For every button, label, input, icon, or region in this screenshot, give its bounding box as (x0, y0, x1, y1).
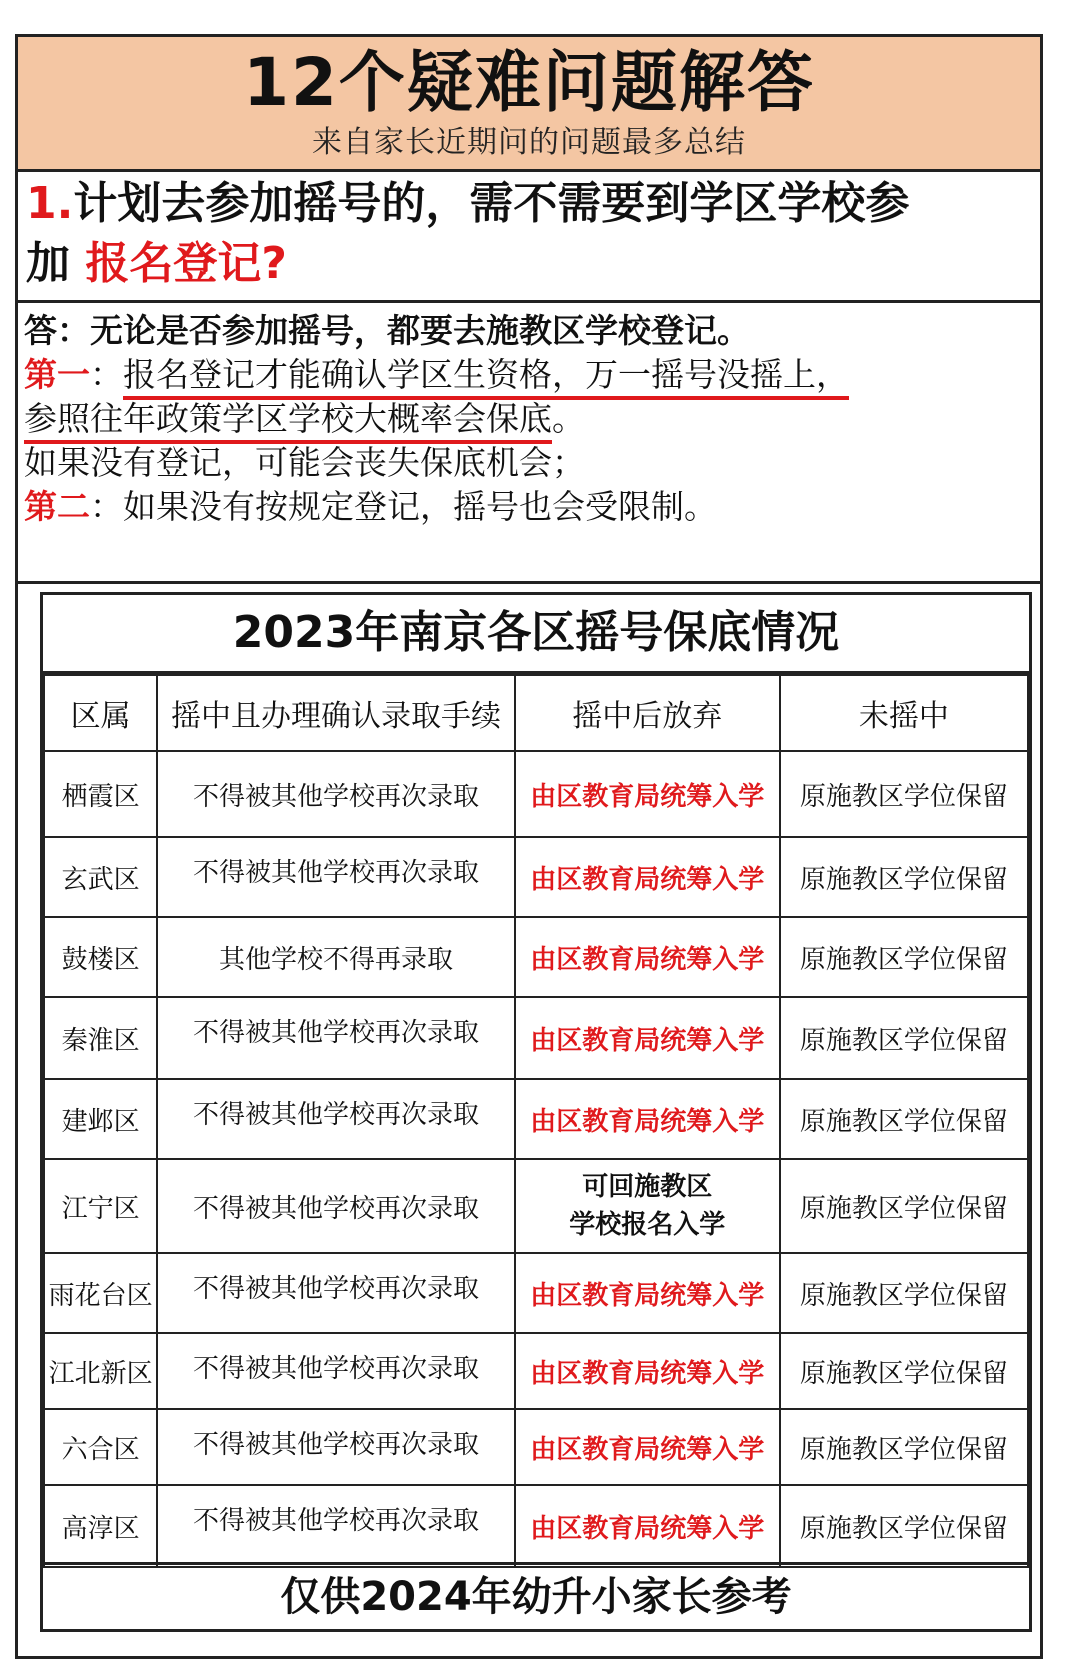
question-line-1 (26, 176, 909, 232)
table-row (44, 1079, 1028, 1159)
cell-abandon: 由区教育局统筹入学 (515, 1079, 780, 1159)
district-table-box (40, 592, 1032, 1632)
cell-admitted: 不得被其他学校再次录取 (157, 1253, 514, 1333)
page-subtitle: 来自家长近期问的问题最多总结 (312, 125, 746, 160)
header-not-drawn: 未摇中 (780, 675, 1028, 751)
question-line-2 (26, 236, 287, 292)
cell-admitted: 不得被其他学校再次录取 (157, 997, 514, 1079)
first-tag: 第一 (24, 355, 90, 394)
cell-abandon-line-2: 学校报名入学 (569, 1210, 726, 1240)
second-text: 如果没有按规定登记，摇号也会受限制。 (123, 487, 717, 526)
line3-end: 。 (552, 399, 585, 438)
cell-admitted: 不得被其他学校再次录取 (157, 1333, 514, 1409)
cell-district: 雨花台区 (44, 1253, 157, 1333)
cell-not-drawn: 原施教区学位保留 (780, 997, 1028, 1079)
cell-not-drawn: 原施教区学位保留 (780, 1079, 1028, 1159)
first-text: 报名登记才能确认学区生资格，万一摇号没摇上， (123, 355, 849, 400)
cell-admitted: 不得被其他学校再次录取 (157, 1409, 514, 1485)
table-header-row (44, 675, 1028, 751)
answer-block (18, 303, 1040, 584)
cell-abandon: 由区教育局统筹入学 (515, 997, 780, 1079)
table-row (44, 1253, 1028, 1333)
cell-district: 鼓楼区 (44, 917, 157, 997)
cell-not-drawn: 原施教区学位保留 (780, 1485, 1028, 1567)
table-row (44, 997, 1028, 1079)
table-row (44, 1333, 1028, 1409)
cell-district: 栖霞区 (44, 751, 157, 837)
cell-abandon-line-1: 可回施教区 (582, 1172, 713, 1202)
second-tag: 第二 (24, 487, 90, 526)
cell-abandon: 由区教育局统筹入学 (515, 1333, 780, 1409)
cell-admitted: 不得被其他学校再次录取 (157, 751, 514, 837)
second-sep: ： (90, 487, 123, 526)
table-row (44, 917, 1028, 997)
cell-not-drawn: 原施教区学位保留 (780, 1159, 1028, 1253)
answer-line-1: 答：无论是否参加摇号，都要去施教区学校登记。 (24, 311, 750, 350)
question-block (18, 172, 1040, 303)
cell-abandon: 由区教育局统筹入学 (515, 917, 780, 997)
cell-admitted: 不得被其他学校再次录取 (157, 1159, 514, 1253)
cell-abandon (515, 1159, 780, 1253)
question-text-cont: 加 (26, 238, 70, 289)
cell-district: 高淳区 (44, 1485, 157, 1567)
answer-line-2 (24, 353, 849, 397)
cell-abandon: 由区教育局统筹入学 (515, 837, 780, 917)
line3-underlined: 参照往年政策学区学校大概率会保底 (24, 399, 552, 444)
cell-not-drawn: 原施教区学位保留 (780, 1333, 1028, 1409)
answer-line-5 (24, 485, 717, 529)
header-banner (18, 37, 1040, 172)
header-abandon: 摇中后放弃 (515, 675, 780, 751)
cell-district: 江宁区 (44, 1159, 157, 1253)
table-row (44, 837, 1028, 917)
header-admitted: 摇中且办理确认录取手续 (157, 675, 514, 751)
cell-not-drawn: 原施教区学位保留 (780, 917, 1028, 997)
table-footer: 仅供2024年幼升小家长参考 (43, 1562, 1029, 1629)
cell-district: 江北新区 (44, 1333, 157, 1409)
cell-not-drawn: 原施教区学位保留 (780, 751, 1028, 837)
cell-district: 六合区 (44, 1409, 157, 1485)
cell-district: 秦淮区 (44, 997, 157, 1079)
table-row (44, 1159, 1028, 1253)
table-title: 2023年南京各区摇号保底情况 (43, 595, 1029, 674)
cell-abandon: 由区教育局统筹入学 (515, 1485, 780, 1567)
cell-abandon: 由区教育局统筹入学 (515, 751, 780, 837)
question-text: 计划去参加摇号的，需不需要到学区学校参 (73, 178, 910, 229)
header-district: 区属 (44, 675, 157, 751)
document-frame (15, 34, 1043, 1659)
cell-not-drawn: 原施教区学位保留 (780, 1409, 1028, 1485)
cell-district: 玄武区 (44, 837, 157, 917)
cell-abandon: 由区教育局统筹入学 (515, 1253, 780, 1333)
page-title: 12个疑难问题解答 (243, 44, 815, 121)
answer-line-4: 如果没有登记，可能会丧失保底机会； (24, 443, 585, 482)
cell-admitted: 不得被其他学校再次录取 (157, 1079, 514, 1159)
cell-admitted: 不得被其他学校再次录取 (157, 837, 514, 917)
question-highlight: 报名登记? (85, 238, 287, 289)
table-row (44, 751, 1028, 837)
cell-abandon: 由区教育局统筹入学 (515, 1409, 780, 1485)
cell-not-drawn: 原施教区学位保留 (780, 1253, 1028, 1333)
cell-not-drawn: 原施教区学位保留 (780, 837, 1028, 917)
cell-admitted: 其他学校不得再录取 (157, 917, 514, 997)
district-table (43, 674, 1029, 1568)
cell-admitted: 不得被其他学校再次录取 (157, 1485, 514, 1567)
answer-line-3 (24, 397, 585, 441)
question-number: 1. (26, 178, 74, 229)
first-sep: ： (90, 355, 123, 394)
cell-district: 建邺区 (44, 1079, 157, 1159)
table-row (44, 1409, 1028, 1485)
table-row (44, 1485, 1028, 1567)
